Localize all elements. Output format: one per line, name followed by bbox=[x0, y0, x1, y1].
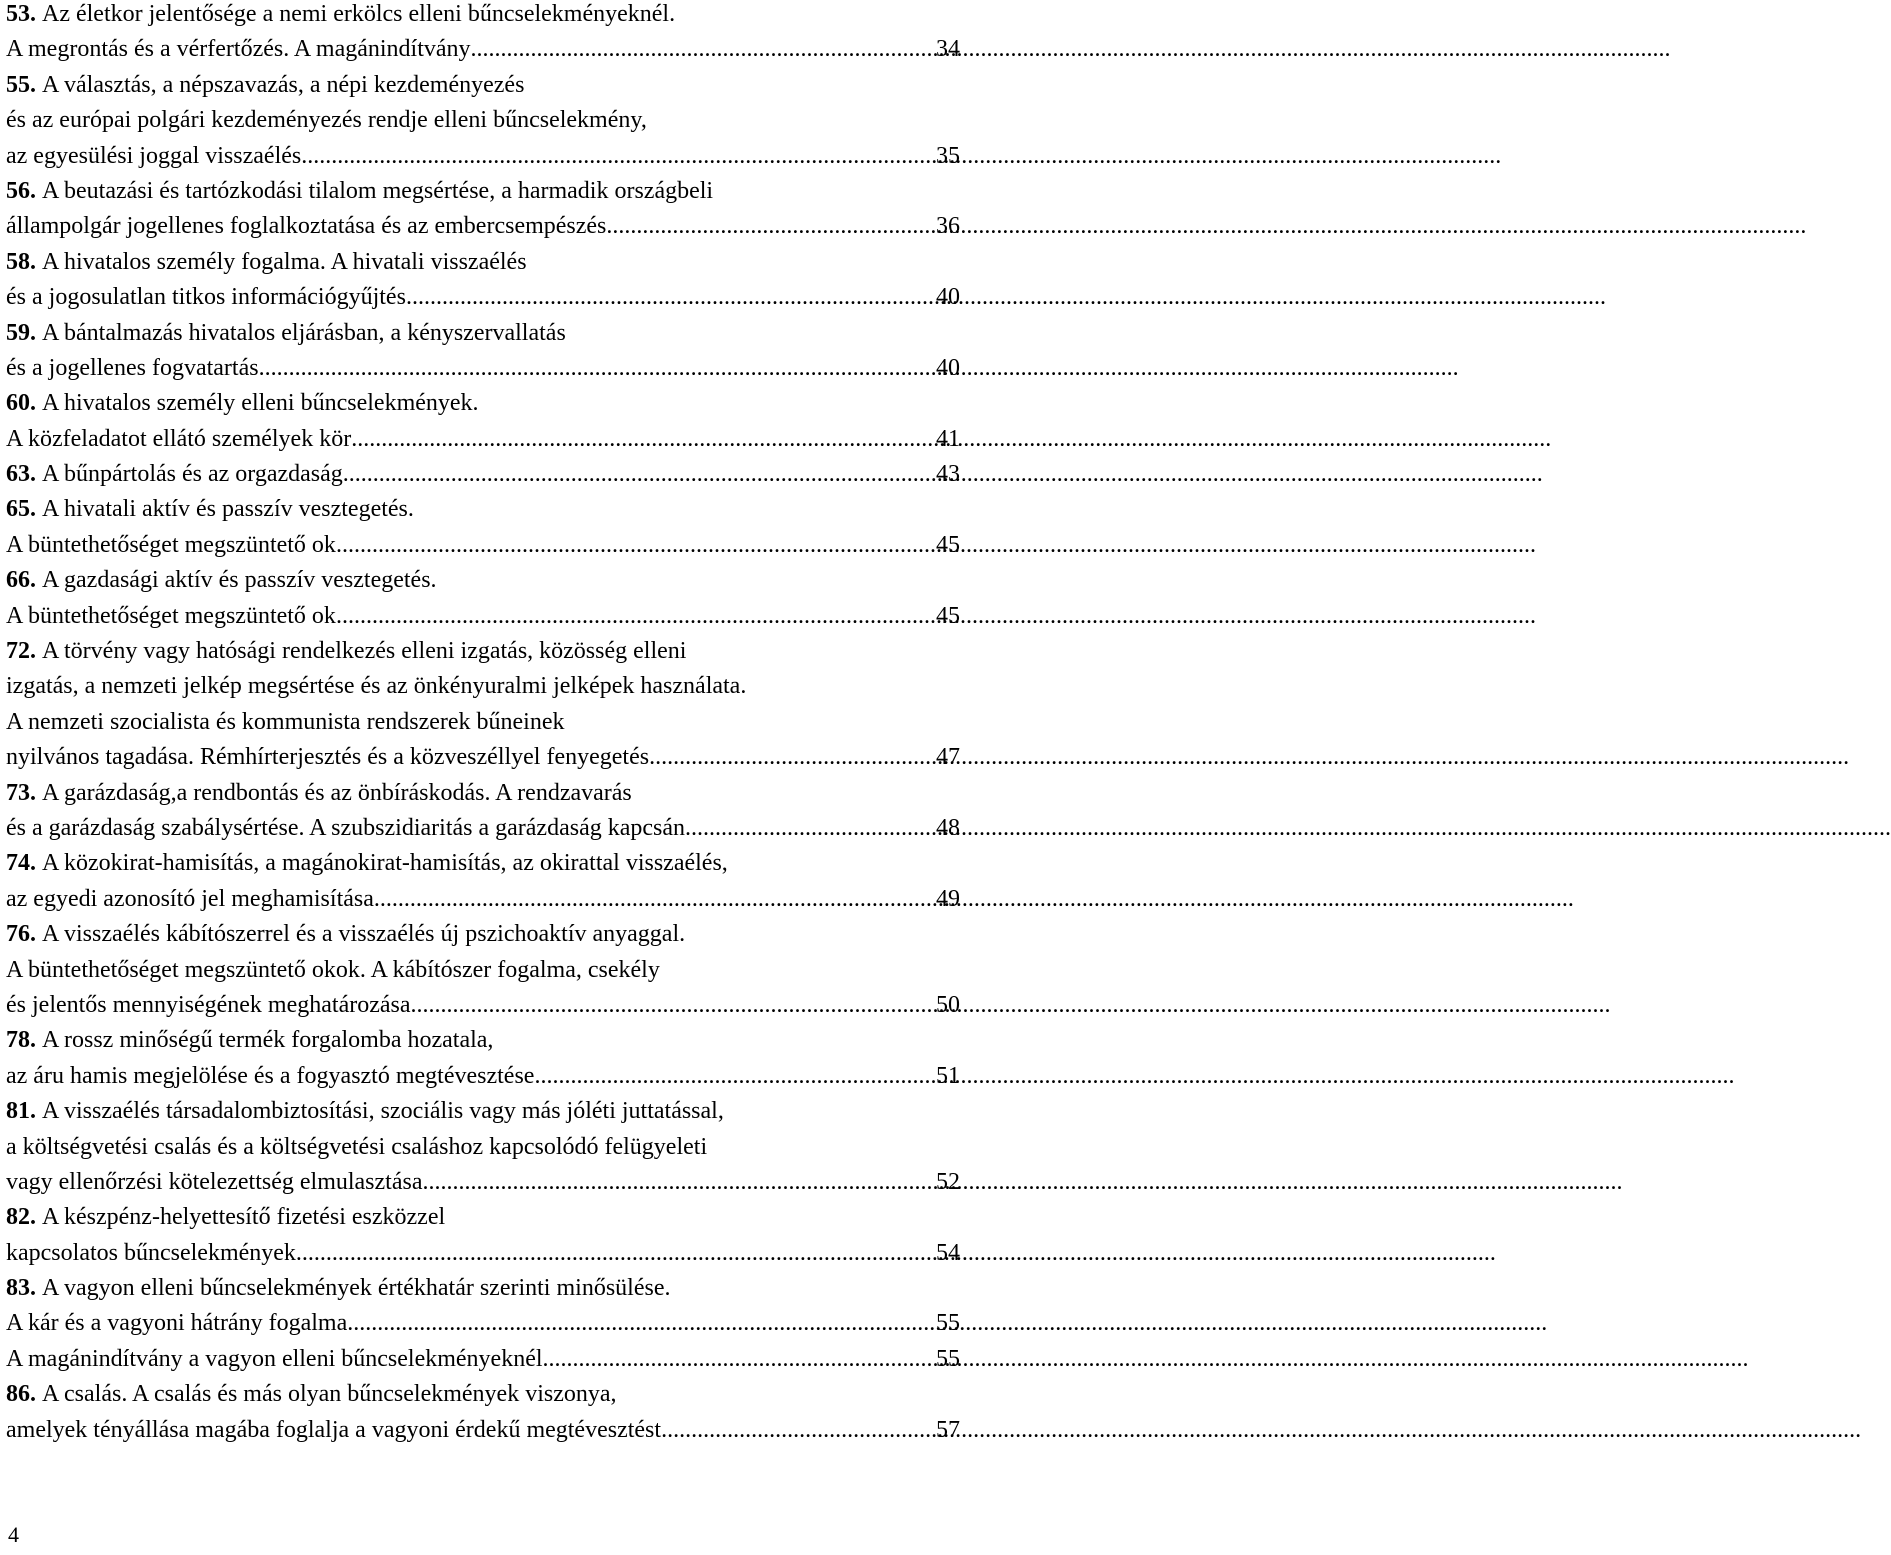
entry-title-line: A bántalmazás hivatalos eljárásban, a kényszervallatás bbox=[42, 319, 566, 346]
toc-line bbox=[6, 1094, 960, 1129]
dot-leader bbox=[296, 1236, 936, 1271]
entry-title-line: és a jogellenes fogvatartás bbox=[6, 354, 259, 381]
entry-title-line: A gazdasági aktív és passzív vesztegetés. bbox=[42, 567, 437, 594]
toc-entry bbox=[6, 1342, 960, 1377]
dot-leader bbox=[606, 209, 936, 244]
entry-title-line: A bűnpártolás és az orgazdaság bbox=[42, 461, 343, 488]
entry-title-line: állampolgár jogellenes foglalkoztatása és az embercsempészés bbox=[6, 213, 607, 240]
toc-line bbox=[6, 1306, 960, 1341]
entry-title-line: A hivatali aktív és passzív vesztegetés. bbox=[42, 496, 414, 523]
toc-line bbox=[6, 1413, 960, 1448]
entry-page-number: 35 bbox=[936, 142, 960, 169]
entry-page-number: 51 bbox=[936, 1062, 960, 1089]
toc-entry bbox=[6, 174, 960, 245]
entry-title-line: A törvény vagy hatósági rendelkezés elleni izgatás, közösség elleni bbox=[42, 638, 687, 665]
toc-line bbox=[6, 953, 960, 988]
toc-entry bbox=[6, 563, 960, 634]
toc-entry bbox=[6, 316, 960, 387]
entry-page-number: 43 bbox=[936, 461, 960, 488]
entry-number: 66. bbox=[6, 567, 36, 594]
toc-line bbox=[6, 139, 960, 174]
toc-entry bbox=[6, 492, 960, 563]
entry-title-line: A rossz minőségű termék forgalomba hozatala, bbox=[42, 1027, 494, 1054]
toc-line bbox=[6, 280, 960, 315]
entry-title-line: A megrontás és a vérfertőzés. A magánindítvány bbox=[6, 36, 471, 63]
entry-number: 59. bbox=[6, 319, 36, 346]
entry-page-number: 45 bbox=[936, 531, 960, 558]
entry-title-line: A közokirat-hamisítás, a magánokirat-hamisítás, az okirattal visszaélés, bbox=[42, 850, 728, 877]
toc-line bbox=[6, 811, 960, 846]
entry-number: 58. bbox=[6, 248, 36, 275]
entry-page-number: 47 bbox=[936, 744, 960, 771]
toc-line bbox=[6, 1059, 960, 1094]
entry-title-line: és a jogosulatlan titkos információgyűjtés bbox=[6, 284, 406, 311]
entry-page-number: 36 bbox=[936, 213, 960, 240]
toc-line bbox=[6, 209, 960, 244]
toc-line bbox=[6, 1023, 960, 1058]
entry-number: 86. bbox=[6, 1381, 36, 1408]
dot-leader bbox=[301, 139, 936, 174]
entry-number: 83. bbox=[6, 1275, 36, 1302]
entry-title-line: A kár és a vagyoni hátrány fogalma bbox=[6, 1310, 348, 1337]
dot-leader bbox=[549, 1342, 936, 1377]
entry-title-line: A büntethetőséget megszüntető ok bbox=[6, 531, 336, 558]
entry-title-line: A hivatalos személy elleni bűncselekmények. bbox=[42, 390, 479, 417]
toc-line bbox=[6, 1342, 960, 1377]
entry-number: 60. bbox=[6, 390, 36, 417]
entry-title-line: vagy ellenőrzési kötelezettség elmulasztása bbox=[6, 1168, 423, 1195]
entry-page-number: 45 bbox=[936, 602, 960, 629]
entry-page-number: 40 bbox=[936, 354, 960, 381]
dot-leader bbox=[343, 457, 936, 492]
toc-entry bbox=[6, 917, 960, 1023]
entry-number: 73. bbox=[6, 779, 36, 806]
toc-line bbox=[6, 174, 960, 209]
dot-leader bbox=[406, 280, 936, 315]
toc-line bbox=[6, 32, 960, 67]
toc-line bbox=[6, 776, 960, 811]
entry-page-number: 55 bbox=[936, 1345, 960, 1372]
toc-line bbox=[6, 457, 960, 492]
toc-line bbox=[6, 634, 960, 669]
entry-title-line: Az életkor jelentősége a nemi erkölcs elleni bűncselekményeknél. bbox=[42, 1, 676, 27]
entry-title-line: kapcsolatos bűncselekmények bbox=[6, 1239, 296, 1266]
toc-line bbox=[6, 705, 960, 740]
toc-entry bbox=[6, 457, 960, 492]
toc-entry bbox=[6, 634, 960, 776]
toc-line bbox=[6, 386, 960, 421]
entry-page-number: 55 bbox=[936, 1310, 960, 1337]
entry-title-line: A visszaélés társadalombiztosítási, szociális vagy más jóléti juttatással, bbox=[42, 1098, 724, 1125]
entry-title-line: A nemzeti szocialista és kommunista rendszerek bűneinek bbox=[6, 708, 565, 735]
entry-title-line: és az európai polgári kezdeményezés rendje elleni bűncselekmény, bbox=[6, 107, 647, 134]
entry-title-line: A garázdaság,a rendbontás és az önbíráskodás. A rendzavarás bbox=[42, 779, 632, 806]
dot-leader bbox=[534, 1059, 936, 1094]
toc-line bbox=[6, 422, 960, 457]
toc-line bbox=[6, 563, 960, 598]
page-number: 4 bbox=[8, 1522, 19, 1547]
toc-line bbox=[6, 1165, 960, 1200]
toc-line bbox=[6, 1271, 960, 1306]
entry-title-line: és jelentős mennyiségének meghatározása bbox=[6, 991, 411, 1018]
toc-line bbox=[6, 917, 960, 952]
entry-page-number: 48 bbox=[936, 814, 960, 841]
entry-page-number: 41 bbox=[936, 425, 960, 452]
entry-title-line: A beutazási és tartózkodási tilalom megsértése, a harmadik országbeli bbox=[42, 177, 714, 204]
toc-entry bbox=[6, 0, 960, 68]
entry-page-number: 54 bbox=[936, 1239, 960, 1266]
entry-title-line: A készpénz-helyettesítő fizetési eszközzel bbox=[42, 1204, 446, 1231]
toc-entry bbox=[6, 386, 960, 457]
entry-title-line: izgatás, a nemzeti jelkép megsértése és az önkényuralmi jelképek használata. bbox=[6, 673, 747, 700]
dot-leader bbox=[411, 988, 936, 1023]
entry-title-line: A hivatalos személy fogalma. A hivatali visszaélés bbox=[42, 248, 527, 275]
entry-page-number: 52 bbox=[936, 1168, 960, 1195]
entry-page-number: 40 bbox=[936, 284, 960, 311]
entry-title-line: amelyek tényállása magába foglalja a vagyoni érdekű megtévesztést bbox=[6, 1416, 662, 1443]
dot-leader bbox=[661, 1413, 936, 1448]
entry-number: 72. bbox=[6, 638, 36, 665]
entry-title-line: és a garázdaság szabálysértése. A szubszidiaritás a garázdaság kapcsán. bbox=[6, 814, 692, 841]
toc-entry bbox=[6, 1094, 960, 1200]
dot-leader bbox=[374, 882, 936, 917]
dot-leader bbox=[351, 422, 936, 457]
dot-leader bbox=[336, 599, 936, 634]
toc-line bbox=[6, 846, 960, 881]
dot-leader bbox=[649, 740, 936, 775]
toc-entry bbox=[6, 1200, 960, 1271]
entry-title-line: A vagyon elleni bűncselekmények értékhatár szerinti minősülése. bbox=[42, 1275, 671, 1302]
entry-title-line: a költségvetési csalás és a költségvetési csaláshoz kapcsolódó felügyeleti bbox=[6, 1133, 708, 1160]
dot-leader bbox=[259, 351, 936, 386]
dot-leader bbox=[422, 1165, 936, 1200]
entry-title-line: nyilvános tagadása. Rémhírterjesztés és a közveszéllyel fenyegetés bbox=[6, 744, 650, 771]
toc-line bbox=[6, 1200, 960, 1235]
toc-entry bbox=[6, 1377, 960, 1448]
entry-title-line: A csalás. A csalás és más olyan bűncselekmények viszonya, bbox=[42, 1381, 617, 1408]
toc-entry bbox=[6, 776, 960, 847]
entry-page-number: 49 bbox=[936, 885, 960, 912]
entry-title-line: az egyedi azonosító jel meghamisítása bbox=[6, 885, 374, 912]
entry-number: 65. bbox=[6, 496, 36, 523]
entry-number: 53. bbox=[6, 1, 36, 27]
toc-line bbox=[6, 1377, 960, 1412]
toc-entry bbox=[6, 68, 960, 174]
toc-line bbox=[6, 740, 960, 775]
entry-title-line: A választás, a népszavazás, a népi kezdeményezés bbox=[42, 71, 525, 98]
toc-line bbox=[6, 351, 960, 386]
entry-number: 81. bbox=[6, 1098, 36, 1125]
entry-page-number: 57 bbox=[936, 1416, 960, 1443]
toc-line bbox=[6, 245, 960, 280]
entry-page-number: 34 bbox=[936, 36, 960, 63]
toc-line bbox=[6, 68, 960, 103]
entry-number: 74. bbox=[6, 850, 36, 877]
toc-line bbox=[6, 988, 960, 1023]
toc-line bbox=[6, 669, 960, 704]
entry-number: 82. bbox=[6, 1204, 36, 1231]
entry-title-line: A közfeladatot ellátó személyek kör bbox=[6, 425, 352, 452]
dot-leader bbox=[471, 32, 936, 67]
entry-number: 56. bbox=[6, 177, 36, 204]
table-of-contents bbox=[6, 0, 960, 1448]
entry-number: 55. bbox=[6, 71, 36, 98]
entry-page-number: 50 bbox=[936, 991, 960, 1018]
toc-line bbox=[6, 316, 960, 351]
dot-leader bbox=[691, 811, 936, 846]
toc-line bbox=[6, 1236, 960, 1271]
toc-line bbox=[6, 528, 960, 563]
dot-leader bbox=[336, 528, 936, 563]
dot-leader bbox=[347, 1306, 936, 1341]
entry-title-line: A büntethetőséget megszüntető okok. A kábítószer fogalma, csekély bbox=[6, 956, 660, 983]
entry-title-line: A magánindítvány a vagyon elleni bűncselekményeknél. bbox=[6, 1345, 549, 1372]
toc-line bbox=[6, 0, 960, 32]
toc-line bbox=[6, 492, 960, 527]
toc-line bbox=[6, 103, 960, 138]
entry-number: 63. bbox=[6, 461, 36, 488]
entry-number: 76. bbox=[6, 921, 36, 948]
entry-title-line: A büntethetőséget megszüntető ok bbox=[6, 602, 336, 629]
toc-line bbox=[6, 599, 960, 634]
toc-entry bbox=[6, 245, 960, 316]
entry-title-line: az áru hamis megjelölése és a fogyasztó megtévesztése bbox=[6, 1062, 535, 1089]
toc-entry bbox=[6, 1271, 960, 1342]
entry-number: 78. bbox=[6, 1027, 36, 1054]
toc-entry bbox=[6, 1023, 960, 1094]
toc-entry bbox=[6, 846, 960, 917]
toc-line bbox=[6, 882, 960, 917]
toc-line bbox=[6, 1130, 960, 1165]
entry-title-line: az egyesülési joggal visszaélés bbox=[6, 142, 302, 169]
entry-title-line: A visszaélés kábítószerrel és a visszaélés új pszichoaktív anyaggal. bbox=[42, 921, 686, 948]
